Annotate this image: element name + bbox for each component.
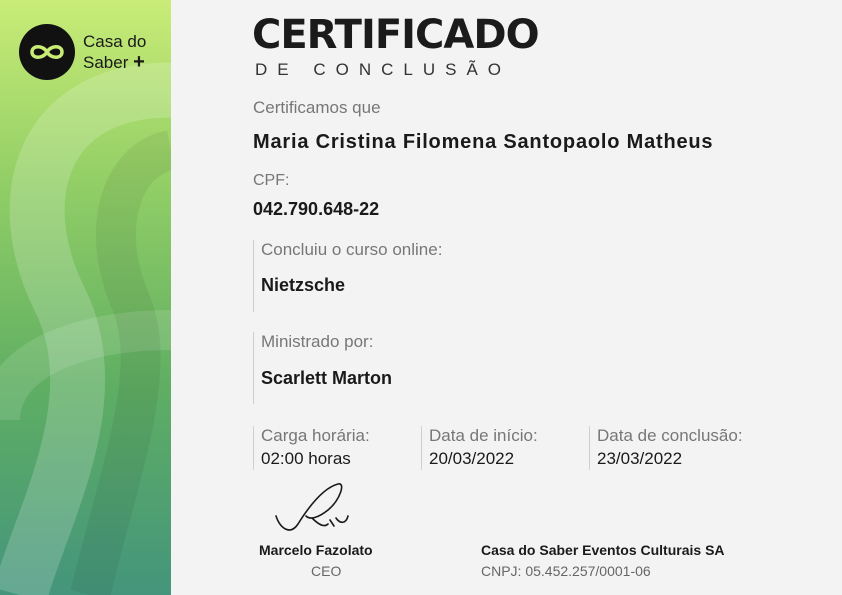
company-name: Casa do Saber Eventos Culturais SA xyxy=(481,542,725,558)
divider-line xyxy=(589,426,590,470)
divider-line xyxy=(253,332,254,404)
divider-line xyxy=(421,426,422,470)
workload-value: 02:00 horas xyxy=(261,449,351,468)
company-cnpj: CNPJ: 05.452.257/0001-06 xyxy=(481,563,651,579)
instructor-label: Ministrado por: xyxy=(261,332,374,351)
certificate-subtitle: DE CONCLUSÃO xyxy=(255,60,512,79)
instructor-value: Scarlett Marton xyxy=(261,368,393,388)
signer-name: Marcelo Fazolato xyxy=(259,542,373,558)
signer-role: CEO xyxy=(311,563,342,579)
brand-name xyxy=(83,32,146,73)
course-value: Nietzsche xyxy=(261,275,346,295)
brand-logo xyxy=(19,24,146,80)
brand-line1: Casa do xyxy=(83,31,147,51)
course-label: Concluiu o curso online: xyxy=(261,240,443,259)
divider-line xyxy=(253,426,254,470)
workload-label: Carga horária: xyxy=(261,426,370,445)
start-date-value: 20/03/2022 xyxy=(429,449,515,468)
infinity-icon xyxy=(19,24,75,80)
signature-icon xyxy=(268,478,358,538)
end-date-value: 23/03/2022 xyxy=(597,449,683,468)
end-date-label: Data de conclusão: xyxy=(597,426,743,445)
cpf-value: 042.790.648-22 xyxy=(253,199,380,219)
start-date-label: Data de início: xyxy=(429,426,538,445)
brand-line2: Saber xyxy=(83,52,129,72)
student-name: Maria Cristina Filomena Santopaolo Matheus xyxy=(253,131,714,153)
infinity-watermark xyxy=(0,0,171,595)
brand-plus: + xyxy=(133,50,145,73)
intro-text: Certificamos que xyxy=(253,98,381,117)
divider-line xyxy=(253,240,254,312)
sidebar-panel xyxy=(0,0,171,595)
cpf-label: CPF: xyxy=(253,172,290,189)
certificate-title: CERTIFICADO xyxy=(252,12,539,58)
